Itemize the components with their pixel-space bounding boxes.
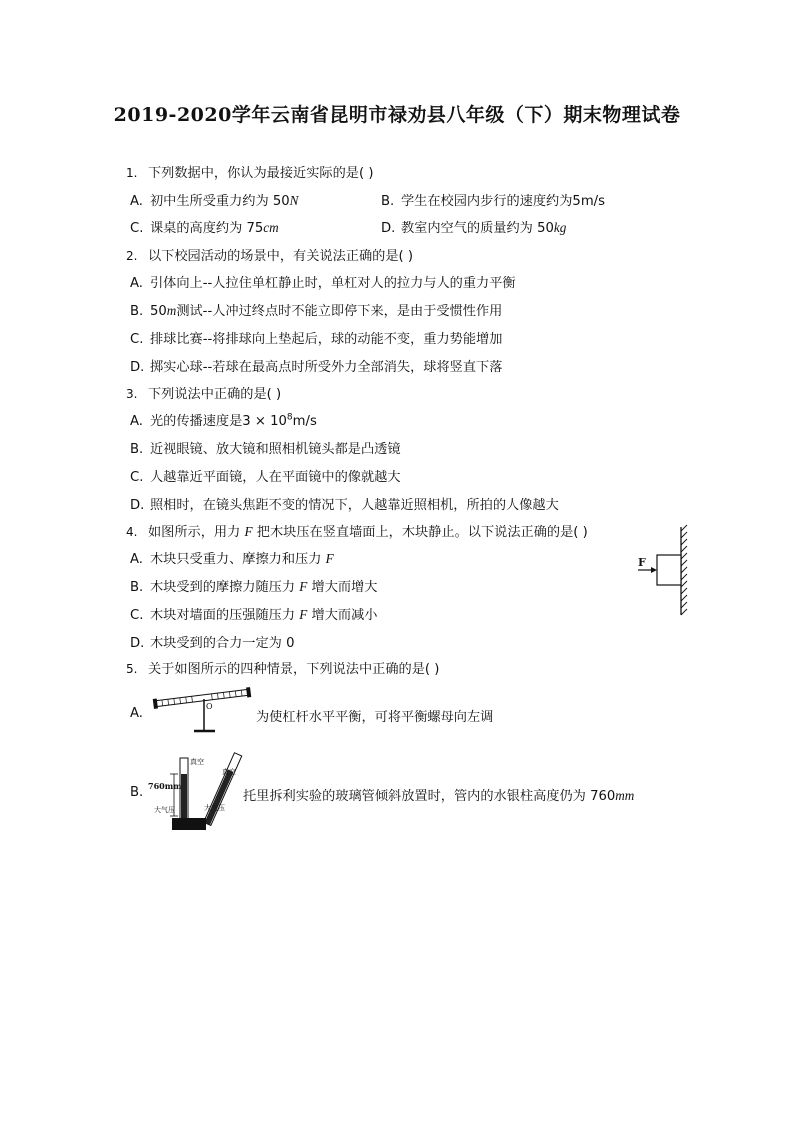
q4-option-d bbox=[130, 632, 294, 651]
unit: m/s bbox=[292, 414, 317, 429]
question-5-stem bbox=[126, 658, 439, 677]
option-label: C. bbox=[130, 332, 144, 347]
question-text: 以下校园活动的场景中，有关说法正确的是( ) bbox=[148, 249, 414, 264]
option-text: 课桌的高度约为 75 bbox=[150, 221, 264, 236]
question-3-stem bbox=[126, 383, 281, 402]
option-number: 50 bbox=[150, 304, 167, 319]
q3-option-d bbox=[130, 494, 559, 513]
q1-option-b bbox=[381, 190, 605, 209]
page-title: 2019-2020学年云南省昆明市禄劝县八年级（下）期末物理试卷 bbox=[113, 104, 681, 126]
question-text: 把木块压在竖直墙面上，木块静止。以下说法正确的是( ) bbox=[252, 525, 588, 540]
option-label: B. bbox=[130, 442, 144, 457]
question-4-stem bbox=[126, 521, 588, 540]
option-label: C. bbox=[130, 470, 144, 485]
option-text: 木块受到的合力一定为 0 bbox=[150, 636, 295, 651]
option-text: 光的传播速度是3 × 10 bbox=[150, 414, 287, 429]
option-text: 近视眼镜、放大镜和照相机镜头都是凸透镜 bbox=[150, 442, 401, 457]
q1-option-a bbox=[130, 190, 298, 209]
option-label: C. bbox=[130, 221, 144, 236]
q2-option-d bbox=[130, 356, 502, 375]
option-label: A. bbox=[130, 276, 143, 291]
question-text: 关于如图所示的四种情景，下列说法中正确的是( ) bbox=[148, 662, 440, 677]
exponent: 8 bbox=[286, 412, 293, 423]
height-760-label: 760mm bbox=[148, 781, 182, 791]
q1-option-d bbox=[381, 217, 566, 236]
q3-option-b bbox=[130, 438, 401, 457]
option-text: 掷实心球--若球在最高点时所受外力全部消失，球将竖直下落 bbox=[150, 360, 503, 375]
question-text: 下列说法中正确的是( ) bbox=[148, 387, 282, 402]
option-text: 增大而减小 bbox=[307, 608, 378, 623]
question-1-stem bbox=[126, 162, 373, 181]
option-text: 初中生所受重力约为 50 bbox=[150, 194, 290, 209]
unit: N bbox=[289, 193, 299, 208]
force-label: F bbox=[638, 556, 646, 569]
option-label: D. bbox=[130, 498, 145, 513]
option-text: 引体向上--人拉住单杠静止时，单杠对人的拉力与人的重力平衡 bbox=[150, 276, 516, 291]
q5-option-b-label bbox=[130, 785, 143, 800]
option-label: A. bbox=[130, 706, 143, 721]
option-text: 排球比赛--将排球向上垫起后，球的动能不变，重力势能增加 bbox=[150, 332, 503, 347]
option-label: B. bbox=[381, 194, 395, 209]
option-text: 学生在校园内步行的速度约为5m/s bbox=[401, 194, 605, 209]
force-symbol: F bbox=[299, 579, 308, 594]
question-number: 2. bbox=[126, 249, 138, 263]
option-text: 为使杠杆水平平衡，可将平衡螺母向左调 bbox=[256, 710, 494, 725]
question-text: 下列数据中，你认为最接近实际的是( ) bbox=[148, 166, 374, 181]
option-text: 增大而增大 bbox=[307, 580, 378, 595]
option-label: A. bbox=[130, 552, 143, 567]
q2-option-a bbox=[130, 272, 516, 291]
force-symbol: F bbox=[299, 607, 308, 622]
q5-figure-torricelli bbox=[148, 752, 240, 832]
q2-option-c bbox=[130, 328, 502, 347]
option-label: C. bbox=[130, 608, 144, 623]
option-text: 木块对墙面的压强随压力 bbox=[150, 608, 300, 623]
option-text: 照相时，在镜头焦距不变的情况下，人越靠近照相机，所拍的人像越大 bbox=[150, 498, 559, 513]
vacuum-label-1: 真空 bbox=[190, 758, 204, 766]
question-number: 3. bbox=[126, 387, 138, 401]
option-label: A. bbox=[130, 194, 143, 209]
option-text: 木块受到的摩擦力随压力 bbox=[150, 580, 300, 595]
question-number: 1. bbox=[126, 166, 138, 180]
question-number: 5. bbox=[126, 662, 138, 676]
q5-figure-lever bbox=[152, 682, 252, 740]
option-label: D. bbox=[130, 360, 145, 375]
q2-option-b bbox=[130, 300, 502, 319]
option-text: 测试--人冲过终点时不能立即停下来，是由于受惯性作用 bbox=[176, 304, 503, 319]
q5-option-a-label bbox=[130, 706, 143, 721]
unit: m bbox=[166, 303, 177, 318]
question-number: 4. bbox=[126, 525, 138, 539]
q5-option-b bbox=[243, 785, 634, 804]
option-text: 木块只受重力、摩擦力和压力 bbox=[150, 552, 326, 567]
option-label: B. bbox=[130, 580, 144, 595]
option-label: A. bbox=[130, 414, 143, 429]
q3-option-c bbox=[130, 466, 401, 485]
unit: cm bbox=[263, 220, 279, 235]
atmosphere-label-2: 大气压 bbox=[204, 804, 225, 812]
option-text: 教室内空气的质量约为 50 bbox=[401, 221, 554, 236]
vacuum-label-2: 真空 bbox=[222, 768, 236, 776]
q4-option-c bbox=[130, 604, 377, 623]
option-label: B. bbox=[130, 785, 144, 800]
atmosphere-label-1: 大气压 bbox=[154, 806, 175, 814]
fulcrum-label: O bbox=[206, 702, 213, 711]
q4-option-b bbox=[130, 576, 377, 595]
question-2-stem bbox=[126, 245, 413, 264]
option-label: D. bbox=[381, 221, 396, 236]
option-label: D. bbox=[130, 636, 145, 651]
q3-option-a bbox=[130, 410, 317, 429]
force-symbol: F bbox=[325, 551, 334, 566]
q1-option-c bbox=[130, 217, 279, 236]
q4-figure-block-wall bbox=[630, 525, 695, 620]
option-label: B. bbox=[130, 304, 144, 319]
unit: kg bbox=[553, 220, 567, 235]
option-text: 托里拆利实验的玻璃管倾斜放置时，管内的水银柱高度仍为 760 bbox=[243, 789, 616, 804]
force-symbol: F bbox=[244, 524, 253, 539]
q5-option-a bbox=[256, 706, 493, 725]
unit: mm bbox=[615, 788, 635, 803]
q4-option-a bbox=[130, 548, 334, 567]
option-text: 人越靠近平面镜，人在平面镜中的像就越大 bbox=[150, 470, 401, 485]
question-text: 如图所示，用力 bbox=[148, 525, 245, 540]
